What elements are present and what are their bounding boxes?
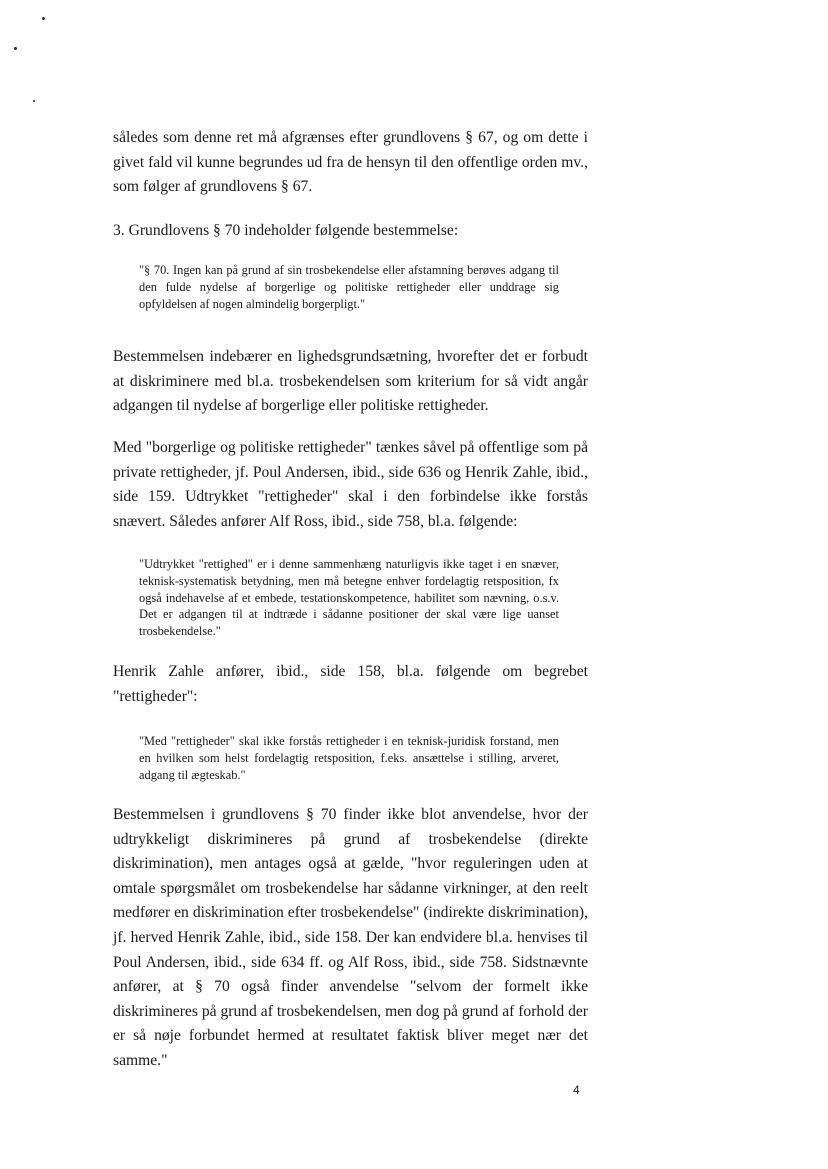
quote-grundlov-70: "§ 70. Ingen kan på grund af sin trosbekendelse eller afstamning berøves adgang til den fulde nydelse af borgerlige og politiske rettigheder eller unddrage sig opfyldelsen af nogen almindelig borgerpligt." [139,263,559,311]
paragraph-indirekte-diskrimination: Bestemmelsen i grundlovens § 70 finder ikke blot anvendelse, hvor der udtrykkeligt diskrimineres på grund af trosbekendelse (direkte diskrimination), men antages også at gælde, "hvor reguleringen uden at omtale spørgsmålet om trosbekendelse har sådanne virkninger, at den reelt medfører en diskrimination efter trosbekendelse" (indirekte diskrimination), jf. herved Henrik Zahle, ibid., side 158. Der kan endvidere bl.a. henvises til Poul Andersen, ibid., side 634 ff. og Alf Ross, ibid., side 758. Sidstnævnte anfører, at § 70 også finder anvendelse "selvom der formelt ikke diskrimineres på grund af trosbekendelsen, men dog på grund af forhold der er så nøje forbundet hermed at resultatet faktisk bliver meget nær det samme." [113,806,588,1069]
quote-zahle: "Med "rettigheder" skal ikke forstås rettigheder i en teknisk-juridisk forstand, men en hvilken som helst fordelagtig retsposition, f.eks. ansættelse i stilling, arveret, adgang til ægteskab." [139,734,559,782]
paragraph-lighedsgrundsaetning: Bestemmelsen indebærer en lighedsgrundsætning, hvorefter det er forbudt at diskriminere med bl.a. trosbekendelsen som kriterium for så vidt angår adgangen til nydelse af borgerlige eller politiske rettigheder. [113,348,588,415]
page-number: 4 [573,1083,580,1097]
scan-speck [14,47,17,50]
scan-speck [42,17,45,20]
quote-alf-ross: "Udtrykket "rettighed" er i denne sammenhæng naturligvis ikke taget i en snæver, teknisk-systematisk betydning, men må betegne enhver fordelagtig retsposition, fx også indehavelse af et embede, testationskompetence, habilitet som nævning, o.s.v. Det er adgangen til at indtræde i sådanne positioner der skal være lige uanset trosbekendelse." [139,557,559,639]
paragraph-continuation: således som denne ret må afgrænses efter grundlovens § 67, og om dette i givet fald vil kunne begrundes ud fra de hensyn til den offentlige orden mv., som følger af grundlovens § 67. [113,129,588,196]
paragraph-rettigheder: Med "borgerlige og politiske rettigheder" tænkes såvel på offentlige som på private rettigheder, jf. Poul Andersen, ibid., side 636 og Henrik Zahle, ibid., side 159. Udtrykket "rettigheder" skal i den forbindelse ikke forstås snævert. Således anfører Alf Ross, ibid., side 758, bl.a. følgende: [113,439,588,530]
paragraph-zahle: Henrik Zahle anfører, ibid., side 158, bl.a. følgende om begrebet "rettigheder": [113,663,588,705]
scan-speck [33,100,35,102]
section-heading: 3. Grundlovens § 70 indeholder følgende bestemmelse: [113,222,459,239]
